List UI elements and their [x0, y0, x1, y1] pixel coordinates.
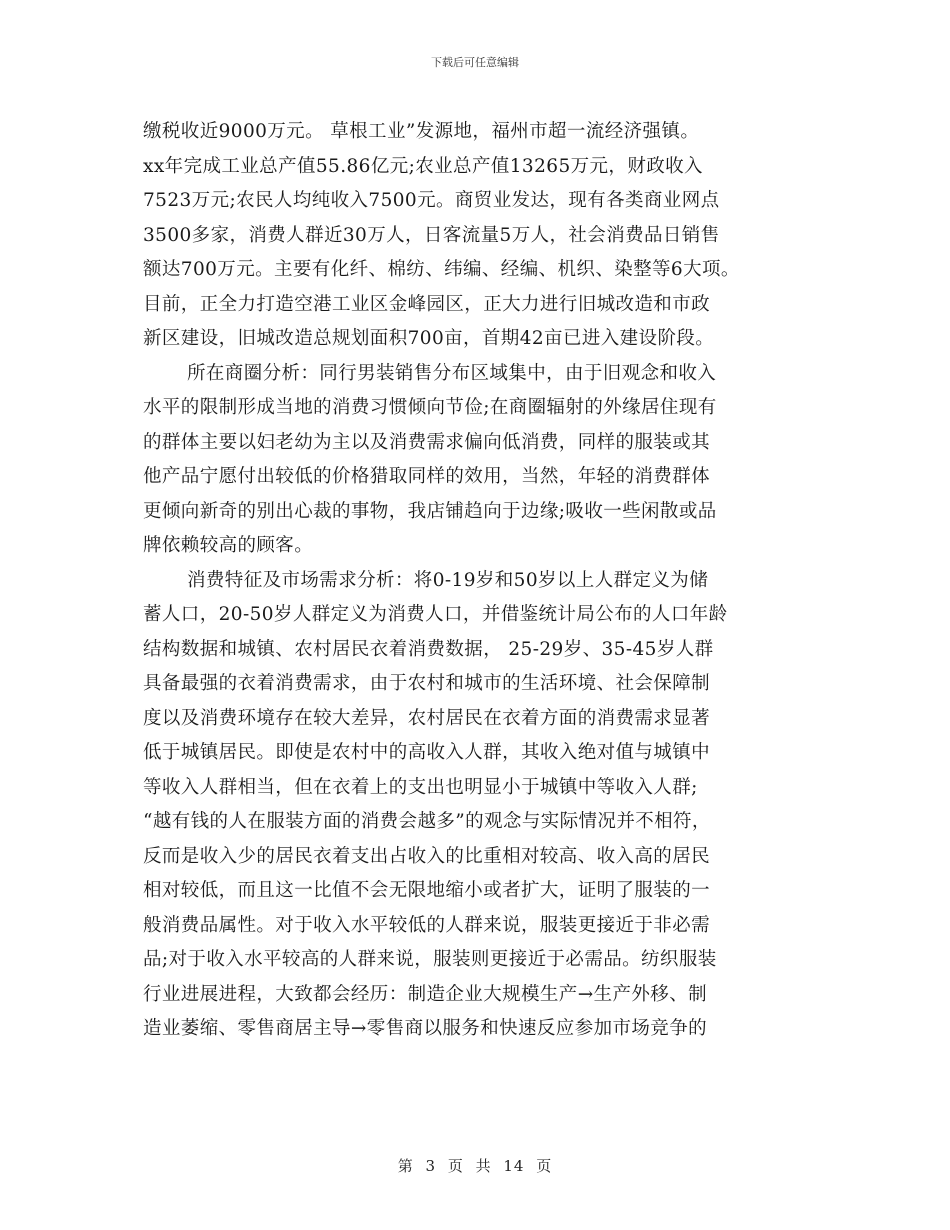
text-line: 水平的限制形成当地的消费习惯倾向节俭;在商圈辐射的外缘居住现有: [143, 397, 717, 418]
text-line: 新区建设，旧城改造总规划面积700亩，首期42亩已进入建设阶段。: [143, 328, 715, 349]
text-line: 般消费品属性。对于收入水平较低的人群来说，服装更接近于非必需: [143, 914, 711, 936]
text-line: xx年完成工业总产值55.86亿元;农业总产值13265万元，财政收入: [143, 155, 703, 177]
text-line: 造业萎缩、零售商居主导→零售商以服务和快速反应参加市场竞争的: [143, 1018, 708, 1039]
text-line: 具备最强的衣着消费需求，由于农村和城市的生活环境、社会保障制: [143, 673, 711, 694]
text-line: 低于城镇居民。即使是农村中的高收入人群，其收入绝对值与城镇中: [143, 742, 711, 763]
page-header: 下载后可任意编辑: [431, 56, 519, 69]
paragraph-start-line: 消费特征及市场需求分析：将0-19岁和50岁以上人群定义为储: [187, 569, 709, 591]
text-line: “越有钱的人在服装方面的消费会越多”的观念与实际情况并不相符，: [143, 811, 711, 832]
text-line: 度以及消费环境存在较大差异，农村居民在衣着方面的消费需求显著: [143, 707, 711, 729]
text-line: 品;对于收入水平较高的人群来说，服装则更接近于必需品。纺织服装: [143, 949, 717, 970]
text-line: 反而是收入少的居民衣着支出占收入的比重相对较高、收入高的居民: [143, 845, 711, 867]
text-line: 等收入人群相当，但在衣着上的支出也明显小于城镇中等收入人群;: [143, 776, 698, 798]
text-line: 3500多家，消费人群近30万人，日客流量5万人，社会消费品日销售: [143, 224, 720, 246]
page-number-footer: 第 3 页 共 14 页: [397, 1157, 553, 1175]
text-line: 额达700万元。主要有化纤、棉纺、纬编、经编、机织、染整等6大项。: [143, 259, 740, 280]
document-body: [143, 115, 833, 1047]
text-line: 他产品宁愿付出较低的价格猎取同样的效用，当然，年轻的消费群体: [143, 466, 711, 487]
text-line: 缴税收近9000万元。 草根工业”发源地，福州市超一流经济强镇。: [143, 121, 700, 142]
text-line: 结构数据和城镇、农村居民衣着消费数据， 25-29岁、35-45岁人群: [143, 638, 714, 660]
text-line: 蓄人口，20-50岁人群定义为消费人口，并借鉴统计局公布的人口年龄: [143, 604, 728, 625]
text-line: 目前，正全力打造空港工业区金峰园区，正大力进行旧城改造和市政: [143, 293, 711, 315]
text-line: 牌依赖较高的顾客。: [143, 535, 314, 556]
text-line: 更倾向新奇的别出心裁的事物，我店铺趋向于边缘;吸收一些闲散或品: [143, 500, 717, 522]
text-line: 相对较低，而且这一比值不会无限地缩小或者扩大，证明了服装的一: [143, 880, 711, 901]
text-line: 行业进展进程，大致都会经历：制造企业大规模生产→生产外移、制: [143, 983, 708, 1005]
paragraph-start-line: 所在商圈分析：同行男装销售分布区域集中，由于旧观念和收入: [187, 362, 717, 384]
text-line: 的群体主要以妇老幼为主以及消费需求偏向低消费，同样的服装或其: [143, 431, 711, 453]
text-line: 7523万元;农民人均纯收入7500元。商贸业发达，现有各类商业网点: [143, 190, 720, 211]
